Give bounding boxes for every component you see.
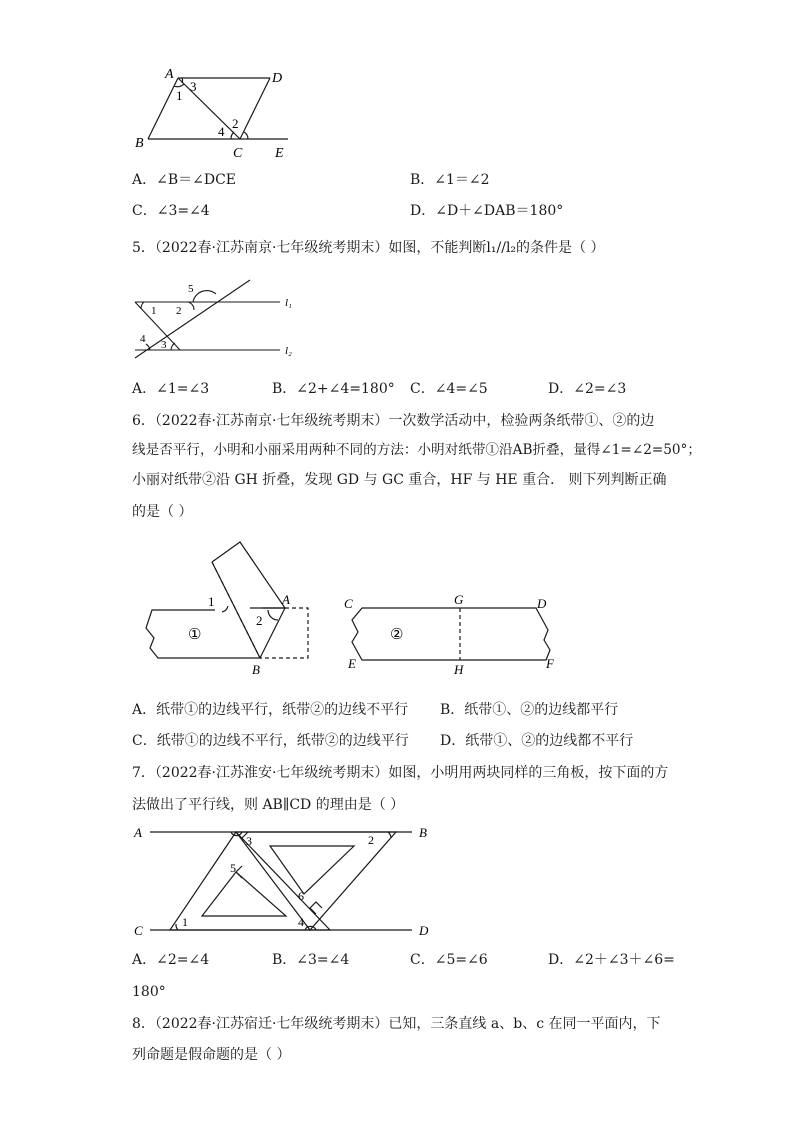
q6-label-b: B bbox=[252, 662, 260, 677]
q6-strip1-label: ① bbox=[188, 627, 202, 643]
q4-figure bbox=[130, 66, 300, 162]
q4-label-b: B bbox=[135, 136, 144, 151]
q4-option-d[interactable]: D．∠D＋∠DAB＝180° bbox=[410, 203, 564, 219]
q7-label-b: B bbox=[419, 825, 427, 840]
q5-angle-1: 1 bbox=[151, 305, 157, 317]
q6-fold-ab bbox=[260, 608, 285, 658]
q5-angle-3: 3 bbox=[161, 339, 167, 351]
q6-stem-line1: 6．（2022春·江苏南京·七年级统考期末）一次数学活动中，检验两条纸带①、②的边 bbox=[132, 413, 655, 429]
q7-angle-6: 6 bbox=[298, 889, 304, 903]
q4-option-c[interactable]: C．∠3=∠4 bbox=[132, 203, 210, 219]
q7-triangle-right-inner bbox=[270, 846, 354, 894]
q5-label-l2: l₂ bbox=[285, 345, 292, 357]
q6-option-b[interactable]: B．纸带①、②的边线都平行 bbox=[440, 702, 619, 718]
q6-label-a: A bbox=[282, 592, 290, 607]
q4-label-e: E bbox=[275, 146, 284, 161]
q6-strip2-label: ② bbox=[390, 627, 404, 643]
q7-stem-line1: 7．（2022春·江苏淮安·七年级统考期末）如图，小明用两块同样的三角板，按下面的方 bbox=[132, 765, 669, 781]
q8-stem-line2: 列命题是假命题的是（ ） bbox=[132, 1047, 291, 1063]
q5-angle-5: 5 bbox=[188, 283, 194, 295]
q6-angle-1: 1 bbox=[208, 594, 215, 609]
q7-angle-4: 4 bbox=[298, 915, 304, 929]
q6-option-d[interactable]: D．纸带①、②的边线都不平行 bbox=[440, 733, 634, 749]
q6-angle-2: 2 bbox=[256, 613, 263, 628]
q7-angle-5: 5 bbox=[230, 861, 236, 875]
q5-angle-4: 4 bbox=[140, 333, 146, 345]
q6-label-g: G bbox=[454, 592, 464, 607]
q6-label-d: D bbox=[537, 596, 547, 611]
q7-label-c: C bbox=[134, 923, 143, 938]
q5-angle-2: 2 bbox=[176, 305, 182, 317]
q5-option-b[interactable]: B．∠2+∠4=180° bbox=[272, 381, 395, 397]
q4-angle-4: 4 bbox=[218, 124, 225, 139]
q7-triangle-left-inner bbox=[202, 872, 286, 916]
q6-label-e: E bbox=[348, 656, 356, 671]
q6-label-h: H bbox=[454, 662, 464, 677]
q6-figure-strip1 bbox=[140, 540, 315, 680]
q7-option-c[interactable]: C．∠5=∠6 bbox=[410, 952, 488, 968]
q4-label-d: D bbox=[272, 71, 283, 86]
q6-stem-line3: 小丽对纸带②沿 GH 折叠，发现 GD 与 GC 重合，HF 与 HE 重合． 则下列判断正确 bbox=[132, 472, 667, 488]
q4-seg-dc bbox=[240, 78, 270, 139]
q5-figure bbox=[130, 280, 310, 360]
q4-angle-1: 1 bbox=[176, 88, 183, 103]
q6-label-f: F bbox=[546, 656, 554, 671]
q5-stem: 5．（2022春·江苏南京·七年级统考期末）如图，不能判断l₁//l₂的条件是（ ） bbox=[132, 240, 605, 256]
q4-seg-ab bbox=[148, 78, 178, 139]
q7-label-d: D bbox=[419, 923, 429, 938]
q7-figure bbox=[130, 820, 440, 942]
q7-option-d-continued: 180° bbox=[132, 984, 166, 1000]
q7-angle-1: 1 bbox=[182, 915, 188, 929]
q5-option-a[interactable]: A．∠1=∠3 bbox=[132, 381, 210, 397]
q5-label-l1: l₁ bbox=[285, 297, 292, 309]
q6-stem-line2: 线是否平行，小明和小丽采用两种不同的方法：小明对纸带①沿AB折叠，量得∠1=∠2=50°； bbox=[132, 442, 701, 458]
q6-option-c[interactable]: C．纸带①的边线不平行，纸带②的边线平行 bbox=[132, 733, 409, 749]
q7-option-b[interactable]: B．∠3=∠4 bbox=[272, 952, 350, 968]
q8-stem-line1: 8．（2022春·江苏宿迁·七年级统考期末）已知，三条直线 a、b、c 在同一平面内，下 bbox=[132, 1016, 661, 1032]
q4-label-c: C bbox=[233, 146, 243, 161]
q4-option-a[interactable]: A．∠B＝∠DCE bbox=[132, 172, 237, 188]
q7-option-d[interactable]: D．∠2＋∠3＋∠6= bbox=[548, 952, 675, 968]
q5-option-c[interactable]: C．∠4=∠5 bbox=[410, 381, 488, 397]
q5-option-d[interactable]: D．∠2=∠3 bbox=[548, 381, 627, 397]
q7-angle-3: 3 bbox=[246, 834, 252, 848]
q7-stem-line2: 法做出了平行线，则 AB∥CD 的理由是（ ） bbox=[132, 797, 405, 813]
q7-angle-2: 2 bbox=[368, 833, 374, 847]
q6-figure-strip2 bbox=[340, 592, 570, 678]
q7-label-a: A bbox=[134, 825, 142, 840]
q4-seg-ac bbox=[178, 78, 240, 139]
q4-angle-3: 3 bbox=[190, 79, 197, 94]
q7-option-a[interactable]: A．∠2=∠4 bbox=[132, 952, 210, 968]
q6-option-a[interactable]: A．纸带①的边线平行，纸带②的边线不平行 bbox=[132, 702, 409, 718]
q4-option-b[interactable]: B．∠1＝∠2 bbox=[410, 172, 490, 188]
q6-stem-line4: 的是（ ） bbox=[132, 504, 193, 520]
q4-angle-2: 2 bbox=[232, 116, 239, 131]
q4-label-a: A bbox=[165, 67, 174, 82]
q6-label-c: C bbox=[344, 596, 353, 611]
